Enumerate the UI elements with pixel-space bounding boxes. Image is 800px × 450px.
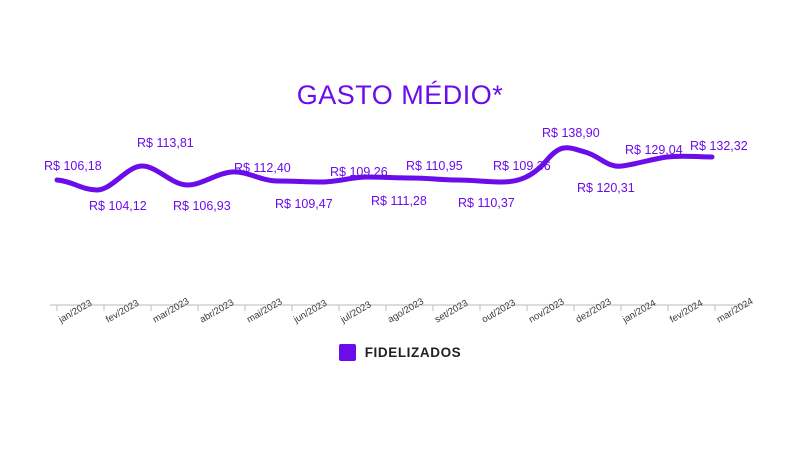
x-tick-label: fev/2024 (668, 297, 706, 326)
x-tick-label: mar/2023 (151, 295, 192, 326)
data-label: R$ 109,36 (493, 159, 551, 173)
data-label: R$ 113,81 (137, 136, 194, 150)
data-label: R$ 109,26 (330, 165, 388, 179)
x-tick-label: jan/2023 (57, 297, 95, 326)
data-label: R$ 112,40 (234, 161, 291, 175)
data-label: R$ 138,90 (542, 126, 600, 140)
data-label: R$ 111,28 (371, 194, 427, 208)
chart-title: GASTO MÉDIO* (296, 80, 504, 110)
x-tick-label: jan/2024 (621, 297, 659, 326)
x-tick-label: mar/2024 (715, 295, 756, 326)
chart-legend (0, 344, 800, 361)
data-label: R$ 106,18 (44, 159, 102, 173)
x-axis-ticks (57, 305, 715, 311)
legend-label-fidelizados: FIDELIZADOS (364, 345, 462, 360)
x-tick-label: out/2023 (480, 297, 518, 326)
x-tick-label: fev/2023 (104, 297, 142, 326)
data-label: R$ 132,32 (690, 139, 748, 153)
x-tick-label: mai/2023 (245, 296, 285, 326)
x-tick-label: abr/2023 (198, 297, 236, 326)
data-label: R$ 110,95 (406, 159, 463, 173)
data-label: R$ 104,12 (89, 199, 147, 213)
legend-swatch-fidelizados (339, 344, 356, 361)
x-tick-label: jun/2023 (292, 297, 330, 326)
x-tick-label: set/2023 (433, 297, 471, 326)
data-label: R$ 106,93 (173, 199, 231, 213)
data-label: R$ 110,37 (458, 196, 515, 210)
x-tick-label: jul/2023 (339, 299, 374, 326)
data-label: R$ 129,04 (625, 143, 683, 157)
x-tick-label: nov/2023 (527, 296, 567, 326)
x-tick-label: ago/2023 (386, 296, 426, 326)
x-tick-label: dez/2023 (574, 296, 614, 326)
data-label: R$ 109,47 (275, 197, 333, 211)
data-label: R$ 120,31 (577, 181, 635, 195)
